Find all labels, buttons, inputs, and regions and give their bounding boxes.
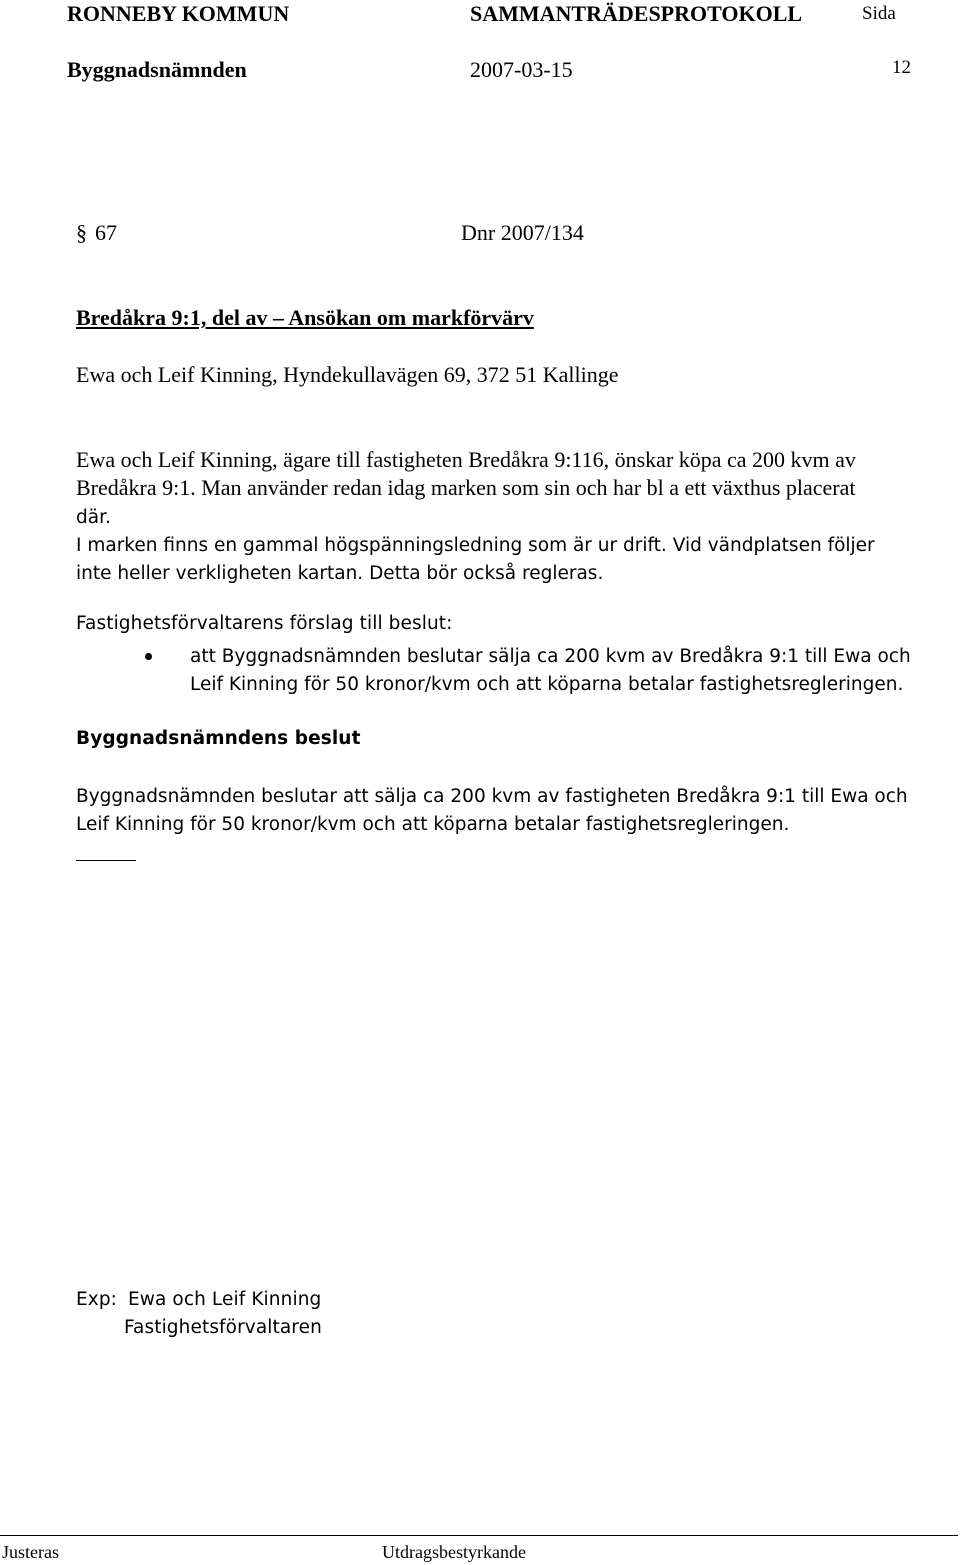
bullet-point [145, 653, 152, 660]
proposal-heading: Fastighetsförvaltarens förslag till beslut: [76, 613, 453, 634]
section-symbol: § [76, 220, 87, 245]
description-paragraph-cont [76, 504, 875, 588]
municipality-name: RONNEBY KOMMUN [67, 1, 290, 26]
page-label: Sida [862, 3, 896, 24]
distribution-prefix: Exp: [76, 1289, 118, 1310]
proposal-bullet-text [190, 643, 911, 699]
description-line: I marken finns en gammal högspänningsledning som är ur drift. Vid vändplatsen följer [76, 535, 875, 556]
description-line: där. [76, 507, 111, 528]
description-line: inte heller verkligheten kartan. Detta bör också regleras. [76, 563, 604, 584]
distribution-recipient: Fastighetsförvaltaren [124, 1317, 322, 1338]
meeting-date: 2007-03-15 [470, 57, 573, 82]
proposal-line: Leif Kinning för 50 kronor/kvm och att köparna betalar fastighetsregleringen. [190, 674, 904, 695]
document-type: SAMMANTRÄDESPROTOKOLL [470, 1, 803, 26]
decision-heading: Byggnadsnämndens beslut [76, 728, 361, 749]
decision-line: Leif Kinning för 50 kronor/kvm och att köparna betalar fastighetsregleringen. [76, 814, 790, 835]
decision-line: Byggnadsnämnden beslutar att sälja ca 200 kvm av fastigheten Bredåkra 9:1 till Ewa och [76, 786, 908, 807]
footer-utdragsbestyrkande: Utdragsbestyrkande [382, 1542, 526, 1562]
decision-paragraph [76, 783, 908, 839]
case-title: Bredåkra 9:1, del av – Ansökan om markförvärv [76, 305, 534, 330]
diary-number: Dnr 2007/134 [461, 220, 584, 245]
applicant-line: Ewa och Leif Kinning, Hyndekullavägen 69, 372 51 Kallinge [76, 362, 619, 387]
page-number: 12 [892, 57, 911, 78]
description-paragraph [76, 446, 856, 502]
distribution-recipient: Ewa och Leif Kinning [128, 1289, 322, 1310]
section-end-rule [76, 860, 136, 861]
description-line: Ewa och Leif Kinning, ägare till fastigheten Bredåkra 9:116, önskar köpa ca 200 kvm av [76, 447, 856, 472]
description-line: Bredåkra 9:1. Man använder redan idag marken som sin och har bl a ett växthus placerat [76, 475, 856, 500]
committee-name: Byggnadsnämnden [67, 57, 247, 82]
proposal-line: att Byggnadsnämnden beslutar sälja ca 200 kvm av Bredåkra 9:1 till Ewa och [190, 646, 911, 667]
section-number: 67 [95, 220, 117, 245]
footer-justeras: Justeras [2, 1542, 59, 1562]
footer-rule [0, 1535, 958, 1536]
